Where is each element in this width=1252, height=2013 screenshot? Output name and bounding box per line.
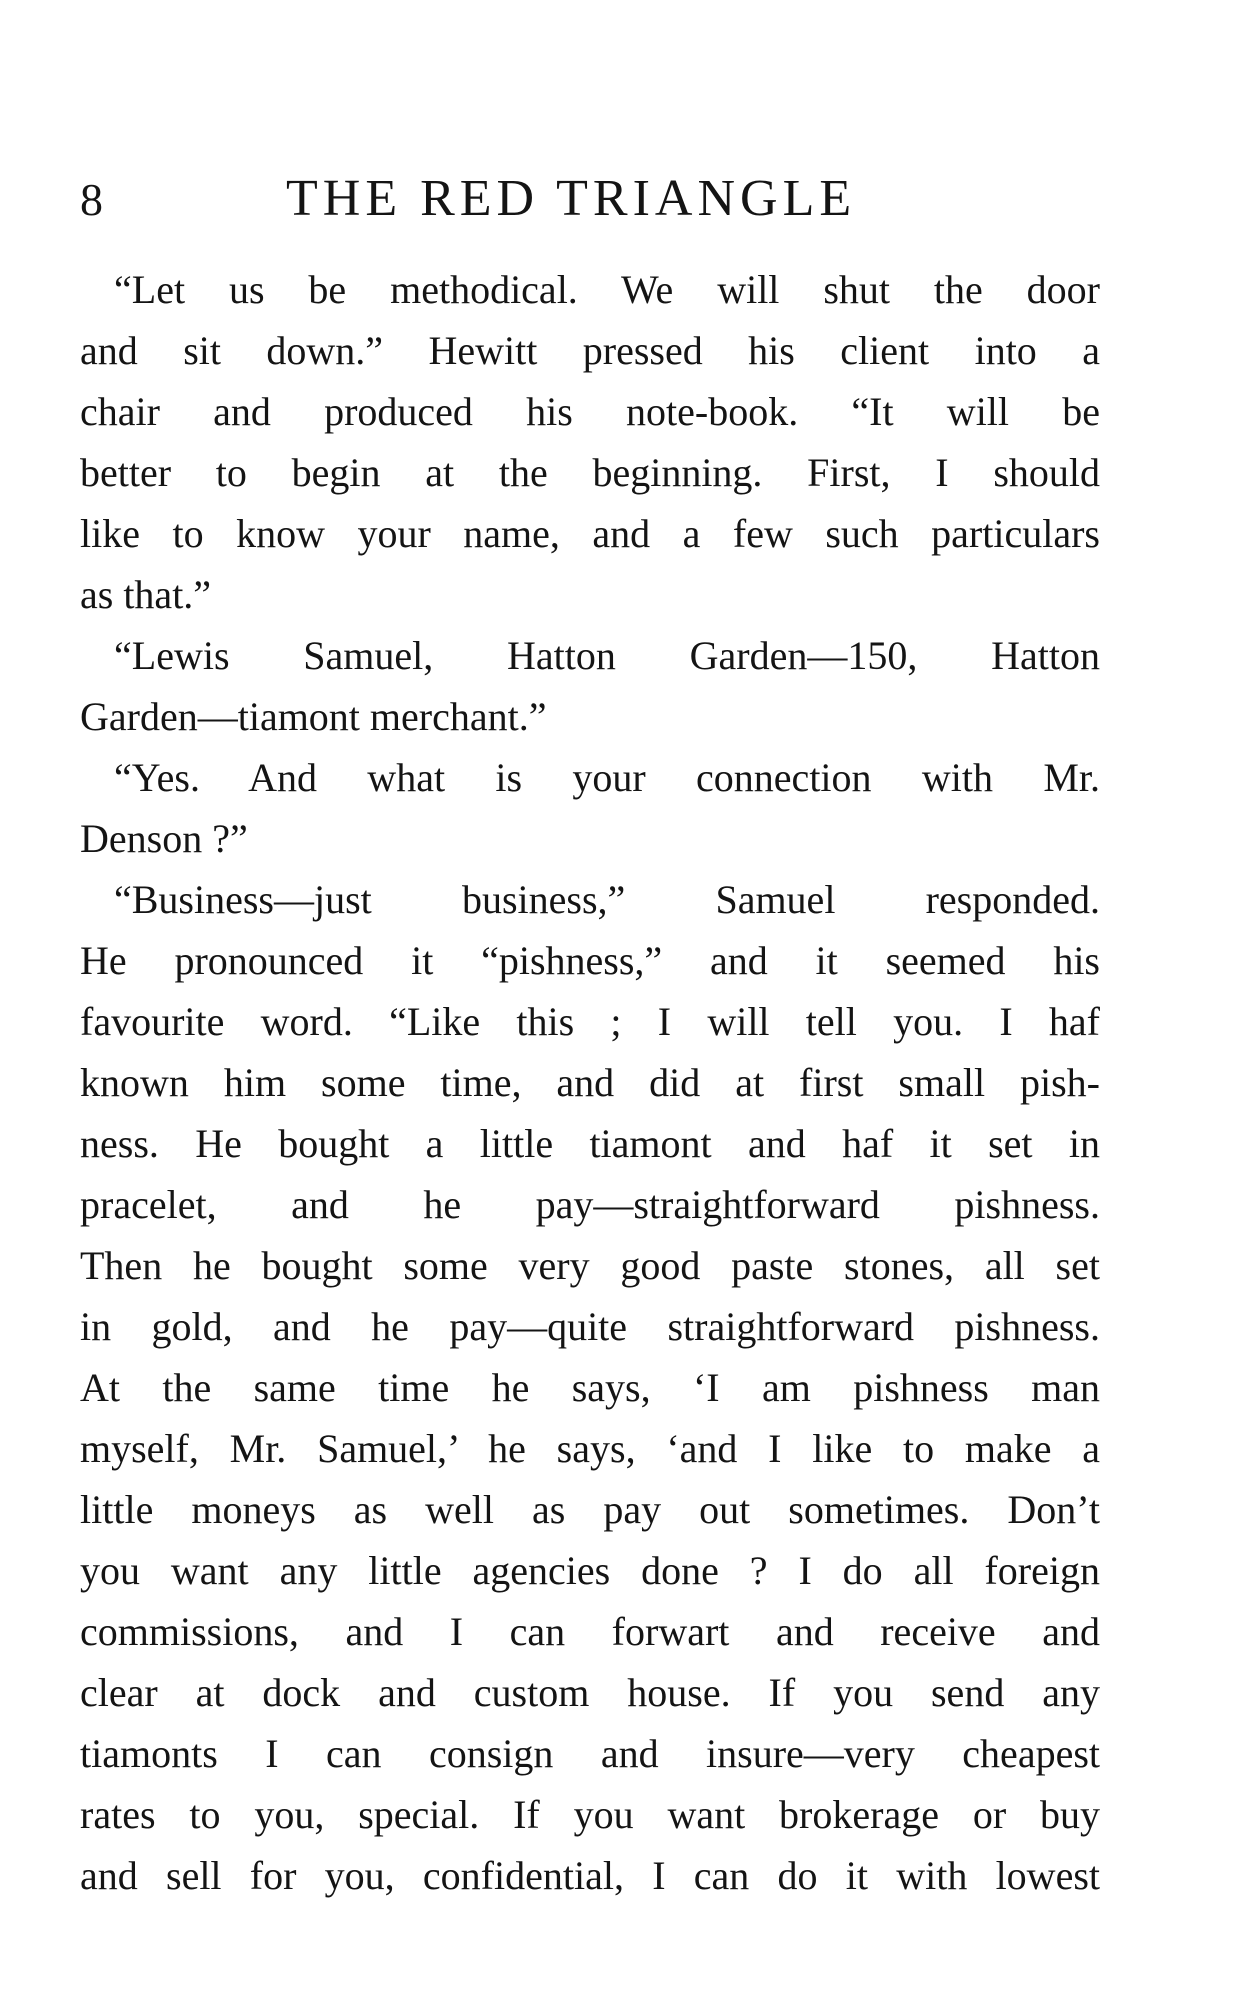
body-text <box>80 259 1100 1906</box>
text-line: you want any little agencies done ? I do all foreign <box>80 1548 1100 1593</box>
running-title: THE RED TRIANGLE <box>286 170 857 227</box>
text-line: At the same time he says, ‘I am pishness man <box>80 1365 1100 1410</box>
text-line: little moneys as well as pay out sometimes. Don’t <box>80 1487 1100 1532</box>
text-line: pracelet, and he pay—straightforward pishness. <box>80 1182 1100 1227</box>
text-line: “Let us be methodical. We will shut the door <box>114 267 1100 312</box>
text-line: “Yes. And what is your connection with Mr. <box>114 755 1100 800</box>
text-line: better to begin at the beginning. First, I should <box>80 450 1100 495</box>
text-line: and sit down.” Hewitt pressed his client into a <box>80 328 1100 373</box>
text-line: tiamonts I can consign and insure—very cheapest <box>80 1731 1100 1776</box>
text-line: chair and produced his note-book. “It will be <box>80 389 1100 434</box>
text-line: myself, Mr. Samuel,’ he says, ‘and I like to make a <box>80 1426 1100 1471</box>
text-line: like to know your name, and a few such particulars <box>80 511 1100 556</box>
text-line: favourite word. “Like this ; I will tell you. I haf <box>80 999 1100 1044</box>
text-line: ness. He bought a little tiamont and haf it set in <box>80 1121 1100 1166</box>
text-line: as that.” <box>80 572 212 617</box>
text-line: and sell for you, confidential, I can do it with lowest <box>80 1853 1100 1898</box>
text-line: “Business—just business,” Samuel responded. <box>114 877 1100 922</box>
text-line: “Lewis Samuel, Hatton Garden—150, Hatton <box>114 633 1100 678</box>
text-line: Denson ?” <box>80 816 248 861</box>
text-line: commissions, and I can forwart and receive and <box>80 1609 1100 1654</box>
page-number: 8 <box>80 174 103 225</box>
text-line: in gold, and he pay—quite straightforward pishness. <box>80 1304 1100 1349</box>
text-line: clear at dock and custom house. If you send any <box>80 1670 1100 1715</box>
text-line: He pronounced it “pishness,” and it seemed his <box>80 938 1100 983</box>
text-line: Then he bought some very good paste stones, all set <box>80 1243 1100 1288</box>
text-line: rates to you, special. If you want brokerage or buy <box>80 1792 1100 1837</box>
text-line: known him some time, and did at first small pish- <box>80 1060 1100 1105</box>
text-line: Garden—tiamont merchant.” <box>80 694 547 739</box>
